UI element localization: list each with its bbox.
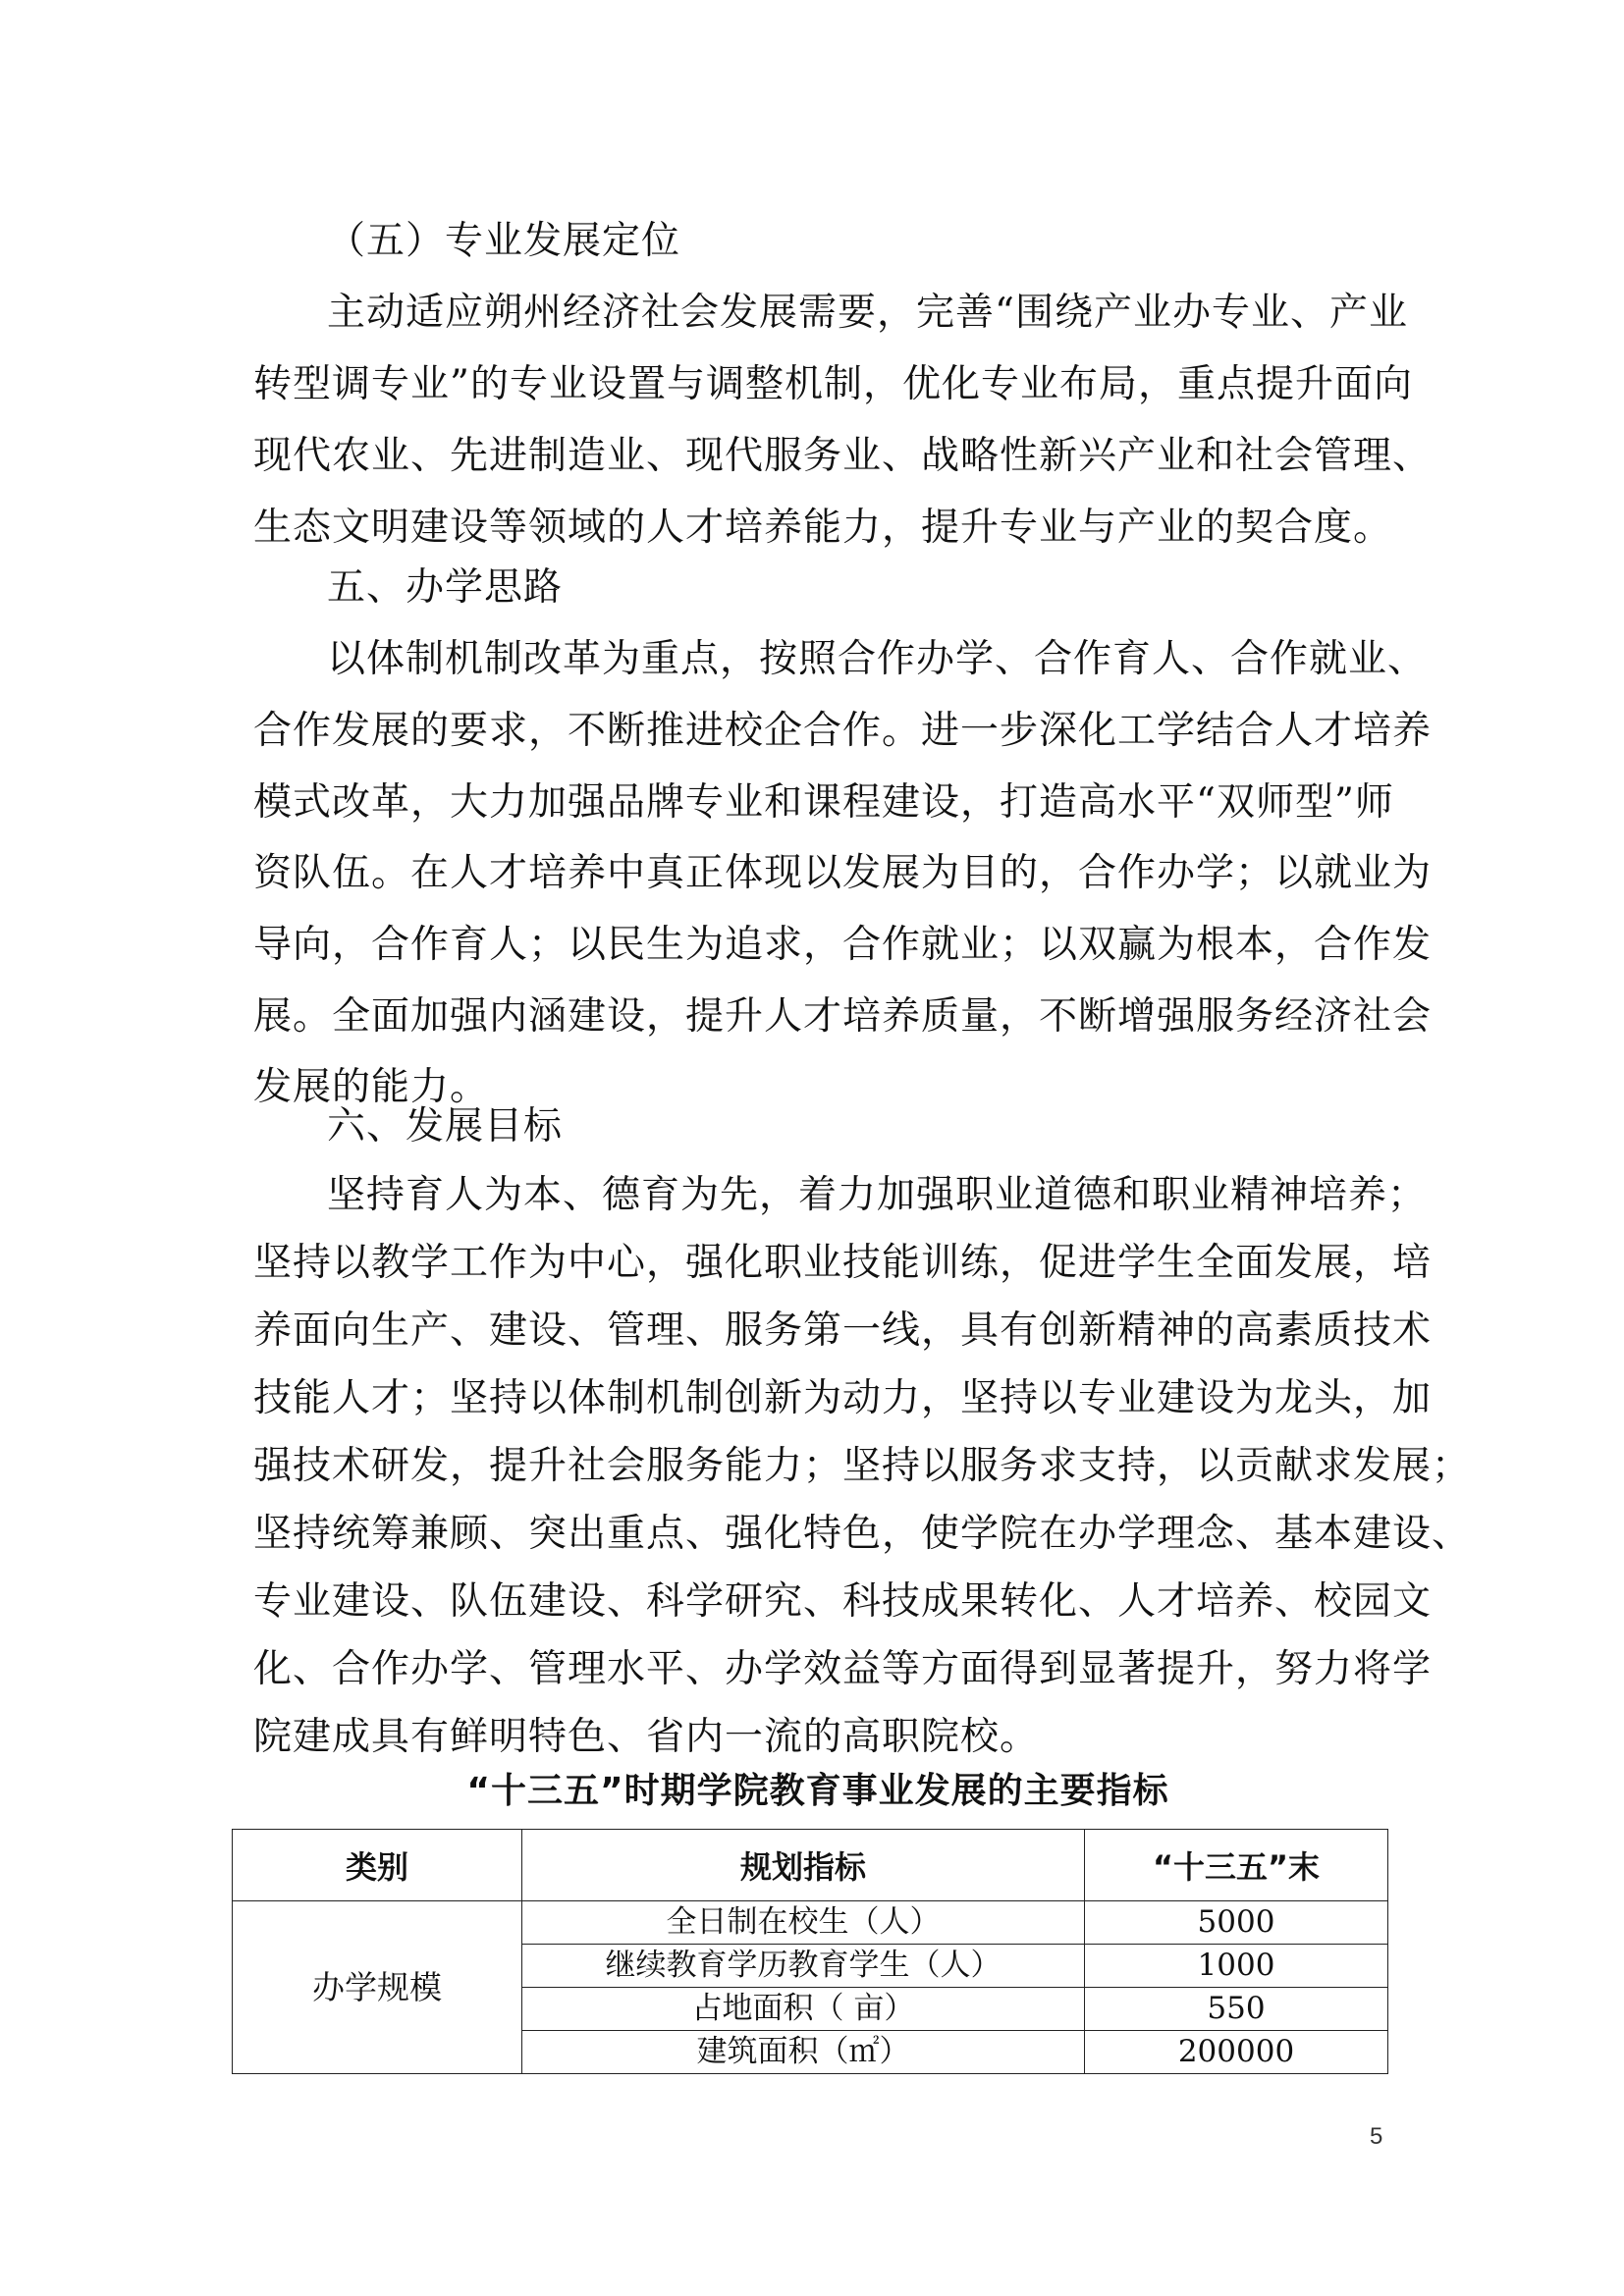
target-cell: 5000 [1085, 1901, 1388, 1945]
paragraph-line: 强技术研发，提升社会服务能力；坚持以服务求支持，以贡献求发展； [253, 1444, 1472, 1488]
indicator-cell: 继续教育学历教育学生（人） [522, 1945, 1085, 1988]
paragraph-line: 技能人才；坚持以体制机制创新为动力，坚持以专业建设为龙头，加 [253, 1376, 1433, 1420]
paragraph-line: 养面向生产、建设、管理、服务第一线，具有创新精神的高素质技术 [253, 1308, 1433, 1353]
page-number: 5 [1370, 2123, 1383, 2150]
paragraph-line: 专业建设、队伍建设、科学研究、科技成果转化、人才培养、校园文 [253, 1579, 1433, 1624]
paragraph-line: 以体制机制改革为重点，按照合作办学、合作育人、合作就业、 [327, 637, 1428, 681]
paragraph-line: 模式改革，大力加强品牌专业和课程建设，打造高水平“双师型”师 [253, 780, 1394, 825]
paragraph-line: 导向，合作育人；以民生为追求，合作就业；以双赢为根本，合作发 [253, 923, 1433, 967]
paragraph-line: 资队伍。在人才培养中真正体现以发展为目的，合作办学；以就业为 [253, 851, 1433, 895]
category-cell: 办学规模 [233, 1901, 522, 2074]
section-heading-six: 六、发展目标 [327, 1104, 564, 1148]
table-title: “十三五”时期学院教育事业发展的主要指标 [466, 1771, 1169, 1811]
paragraph-line: 生态文明建设等领域的人才培养能力，提升专业与产业的契合度。 [253, 506, 1393, 550]
paragraph-line: 坚持统筹兼顾、突出重点、强化特色，使学院在办学理念、基本建设、 [253, 1512, 1472, 1556]
table-header-row [233, 1830, 1388, 1901]
target-cell: 1000 [1085, 1945, 1388, 1988]
paragraph-line: 化、合作办学、管理水平、办学效益等方面得到显著提升，努力将学 [253, 1647, 1433, 1691]
paragraph-line: 坚持育人为本、德育为先，着力加强职业道德和职业精神培养； [327, 1173, 1428, 1217]
paragraph-line: 院建成具有鲜明特色、省内一流的高职院校。 [253, 1715, 1040, 1759]
section-heading-five-sub: （五）专业发展定位 [327, 219, 681, 263]
column-header-indicator: 规划指标 [522, 1830, 1085, 1901]
paragraph-line: 合作发展的要求，不断推进校企合作。进一步深化工学结合人才培养 [253, 709, 1433, 753]
indicator-cell: 占地面积（ 亩） [522, 1988, 1085, 2031]
section-heading-five: 五、办学思路 [327, 565, 564, 610]
indicator-cell: 建筑面积（㎡） [522, 2031, 1085, 2074]
paragraph-line: 发展的能力。 [253, 1065, 490, 1109]
target-cell: 200000 [1085, 2031, 1388, 2074]
paragraph-line: 坚持以教学工作为中心，强化职业技能训练，促进学生全面发展，培 [253, 1241, 1433, 1285]
paragraph-line: 现代农业、先进制造业、现代服务业、战略性新兴产业和社会管理、 [253, 434, 1433, 478]
table-row [233, 1901, 1388, 1945]
column-header-category: 类别 [233, 1830, 522, 1901]
paragraph-line: 转型调专业”的专业设置与调整机制，优化专业布局，重点提升面向 [253, 362, 1413, 406]
column-header-target: “十三五”末 [1085, 1830, 1388, 1901]
indicator-cell: 全日制在校生（人） [522, 1901, 1085, 1945]
paragraph-line: 主动适应朔州经济社会发展需要，完善“围绕产业办专业、产业 [327, 291, 1408, 335]
paragraph-line: 展。全面加强内涵建设，提升人才培养质量，不断增强服务经济社会 [253, 994, 1433, 1039]
indicators-table [232, 1829, 1388, 2074]
target-cell: 550 [1085, 1988, 1388, 2031]
